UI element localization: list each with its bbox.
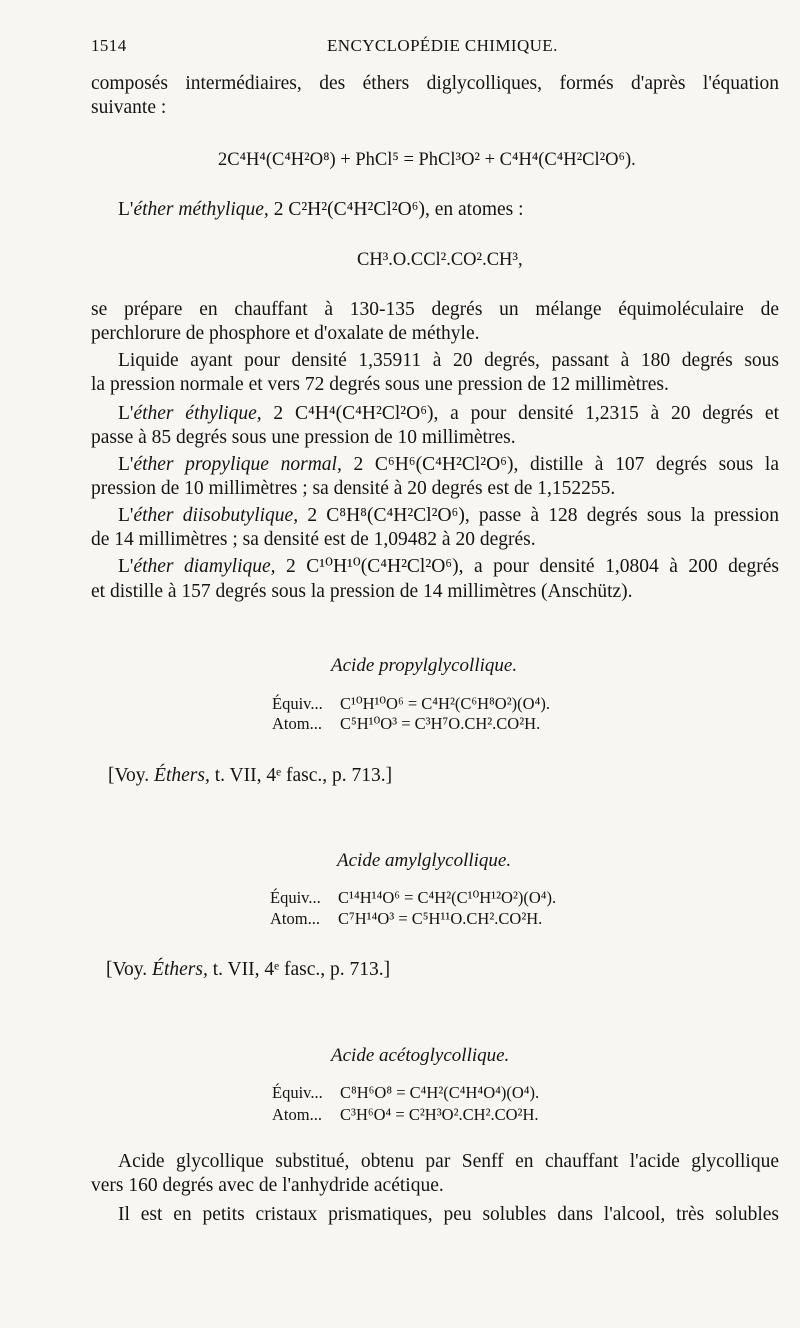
methyl-name: éther méthylique,: [133, 199, 269, 220]
aceto-atom-row: [272, 1105, 539, 1125]
atom-label: Atom...: [272, 714, 322, 733]
ref-prefix: [Voy.: [108, 765, 150, 786]
equiv-formula: C¹⁴H¹⁴O⁶ = C⁴H²(C¹⁰H¹²O²)(O⁴).: [338, 888, 557, 907]
ref-detail: t. VII, 4ᵉ fasc., p. 713.]: [214, 765, 393, 786]
methyl-heading: [118, 198, 524, 221]
ethyl-line-1-rest: 2 C⁴H⁴(C⁴H²Cl²O⁶), a pour densité 1,2315 à 20 degrés et: [273, 403, 779, 424]
methyl-liquid-line-1: Liquide ayant pour densité 1,35911 à 20 degrés, passant à 180 degrés sous: [118, 350, 779, 371]
ref-volume: Éthers,: [154, 765, 210, 786]
propyl-equiv-row: [272, 694, 550, 714]
methyl-prep-line-1: se prépare en chauffant à 130-135 degrés un mélange équimoléculaire de: [91, 299, 779, 320]
diamyl-name: éther diamylique,: [133, 556, 276, 577]
propyl-line-1: [118, 453, 779, 476]
atom-formula: C⁵H¹⁰O³ = C³H⁷O.CH².CO²H.: [340, 714, 541, 733]
aceto-equiv-row: [272, 1083, 539, 1103]
page-number: 1514: [91, 36, 127, 55]
atom-label: Atom...: [272, 1105, 322, 1124]
intro-line-1: composés intermédiaires, des éthers diglycolliques, formés d'après l'équation: [91, 73, 779, 94]
atom-label: Atom...: [270, 909, 320, 928]
ref-prefix: [Voy.: [106, 959, 148, 980]
methyl-liquid-line-2: la pression normale et vers 72 degrés sous une pression de 12 millimètres.: [91, 374, 669, 395]
section-title-propylglycollique: Acide propylglycollique.: [331, 655, 518, 676]
section-title-acetoglycollique: Acide acétoglycollique.: [331, 1045, 510, 1066]
diisobutyl-name: éther diisobutylique,: [133, 505, 299, 526]
running-title: ENCYCLOPÉDIE CHIMIQUE.: [327, 36, 558, 55]
section-title-amylglycollique: Acide amylglycollique.: [337, 850, 512, 871]
diamyl-line-2: et distille à 157 degrés sous la pression de 14 millimètres (Anschütz).: [91, 581, 633, 602]
ethyl-lead: L': [118, 403, 134, 424]
methyl-atom-formula: CH³.O.CCl².CO².CH³,: [357, 250, 523, 270]
diisobutyl-line-1-rest: 2 C⁸H⁸(C⁴H²Cl²O⁶), passe à 128 degrés sous la pression: [307, 505, 779, 526]
propyl-line-1-rest: 2 C⁶H⁶(C⁴H²Cl²O⁶), distille à 107 degrés sous la: [353, 454, 780, 475]
propyl-atom-row: [272, 714, 540, 734]
propyl-line-2: pression de 10 millimètres ; sa densité à 20 degrés est de 1,152255.: [91, 478, 616, 499]
intro-line-2: suivante :: [91, 97, 167, 118]
equiv-label: Équiv...: [272, 694, 323, 713]
propyl-lead: L': [118, 454, 134, 475]
diamyl-line-1-rest: 2 C¹⁰H¹⁰(C⁴H²Cl²O⁶), a pour densité 1,0804 à 200 degrés: [286, 556, 779, 577]
propyl-reference: [108, 764, 392, 787]
equiv-formula: C¹⁰H¹⁰O⁶ = C⁴H²(C⁶H⁸O²)(O⁴).: [340, 694, 550, 713]
diamyl-line-1: [118, 555, 779, 578]
equiv-label: Équiv...: [272, 1083, 323, 1102]
diamyl-lead: L': [118, 556, 134, 577]
diisobutyl-line-1: [118, 504, 779, 527]
closing-line-1: Acide glycollique substitué, obtenu par Senff en chauffant l'acide glycollique: [118, 1151, 779, 1172]
equiv-label: Équiv...: [270, 888, 321, 907]
propyl-name: éther propylique normal,: [133, 454, 342, 475]
atom-formula: C³H⁶O⁴ = C²H³O².CH².CO²H.: [340, 1105, 539, 1124]
amyl-atom-row: [270, 909, 542, 929]
ref-detail: t. VII, 4ᵉ fasc., p. 713.]: [212, 959, 391, 980]
ethyl-name: éther éthylique,: [133, 403, 262, 424]
atom-formula: C⁷H¹⁴O³ = C⁵H¹¹O.CH².CO²H.: [338, 909, 543, 928]
methyl-prep-line-2: perchlorure de phosphore et d'oxalate de méthyle.: [91, 323, 480, 344]
equiv-formula: C⁸H⁶O⁸ = C⁴H²(C⁴H⁴O⁴)(O⁴).: [340, 1083, 540, 1102]
closing-line-2: vers 160 degrés avec de l'anhydride acétique.: [91, 1175, 444, 1196]
diisobutyl-line-2: de 14 millimètres ; sa densité est de 1,09482 à 20 degrés.: [91, 529, 536, 550]
closing-line-3: Il est en petits cristaux prismatiques, peu solubles dans l'alcool, très solubles: [118, 1204, 779, 1225]
main-equation: 2C⁴H⁴(C⁴H²O⁸) + PhCl⁵ = PhCl³O² + C⁴H⁴(C⁴H²Cl²O⁶).: [218, 150, 636, 170]
amyl-equiv-row: [270, 888, 556, 908]
ref-volume: Éthers,: [152, 959, 208, 980]
ethyl-line-2: passe à 85 degrés sous une pression de 10 millimètres.: [91, 427, 516, 448]
methyl-formula: 2 C²H²(C⁴H²Cl²O⁶), en atomes :: [273, 199, 524, 220]
ethyl-line-1: [118, 402, 779, 425]
methyl-lead: L': [118, 199, 134, 220]
amyl-reference: [106, 958, 390, 981]
diisobutyl-lead: L': [118, 505, 134, 526]
